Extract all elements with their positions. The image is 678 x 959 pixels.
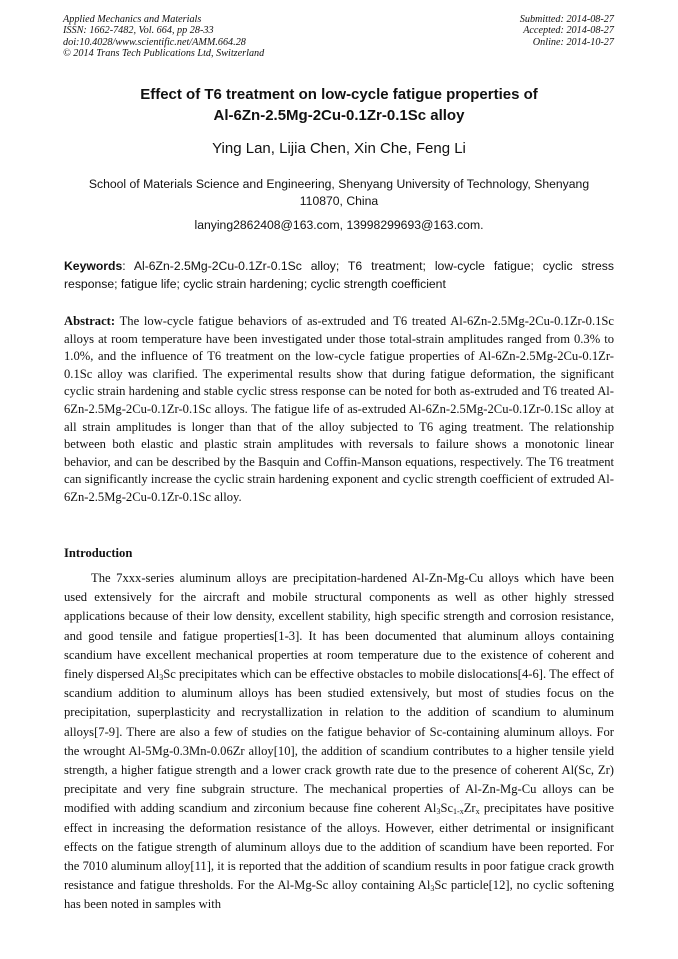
author-emails: lanying2862408@163.com, 13998299693@163.com.: [194, 218, 484, 232]
intro-subscript-2: 3: [436, 807, 441, 817]
intro-text-3: Sc: [440, 801, 454, 816]
title-line-1: Effect of T6 treatment on low-cycle fatigue properties of: [140, 86, 538, 103]
intro-text-6: Sc particle[12], no cyclic softening has been noted in samples with: [64, 878, 614, 912]
intro-subscript-4: x: [475, 807, 480, 817]
intro-text-2: Sc precipitates which can be effective obstacles to mobile dislocations[4-6]. The effect of scandium addition to aluminum alloys has been studied extensively, but most of studies focus on the precipitation, superplasticity and recrystallization in relation to the addition of scandium to aluminum alloys[7-9]. There are also a few of studies on the fatigue behavior of Sc-containing aluminum alloys. For the wrought Al-5Mg-0.3Mn-0.06Zr alloy[10], the addition of scandium contributes to a higher tensile yield strength, a higher fatigue strength and a lower crack growth rate due to the presence of coherent Al(Sc, Zr) precipitate and very fine subgrain structure. The mechanical properties of Al-Zn-Mg-Cu alloys can be modified with adding scandium and zirconium because fine coherent Al: [64, 667, 614, 816]
online-date: Online: 2014-10-27: [532, 36, 614, 48]
title-line-2: Al-6Zn-2.5Mg-2Cu-0.1Zr-0.1Sc alloy: [213, 107, 465, 124]
keywords-label: Keywords: [64, 259, 123, 273]
journal-name: Applied Mechanics and Materials: [63, 14, 202, 25]
introduction-heading: Introduction: [64, 546, 133, 560]
intro-text-1: The 7xxx-series aluminum alloys are precipitation-hardened Al-Zn-Mg-Cu alloys which have been used extensively for the aircraft and mobile structural components as well as other highly stressed applications because of their low density, excellent stability, high specific strength and corrosion resistance, and good tensile and fatigue properties[1-3]. It has been documented that aluminum alloys containing scandium have excellent mechanical properties at room temperature due to the existence of coherent and finely dispersed Al: [64, 571, 614, 682]
journal-header-left: [63, 14, 264, 60]
paper-title: [60, 84, 618, 126]
copyright-line: © 2014 Trans Tech Publications Ltd, Switzerland: [63, 48, 265, 60]
keywords-text: : Al-6Zn-2.5Mg-2Cu-0.1Zr-0.1Sc alloy; T6 treatment; low-cycle fatigue; cyclic stress response; fatigue life; cyclic strain hardening; cyclic strength coefficient: [64, 259, 614, 291]
abstract-label: Abstract:: [64, 314, 116, 328]
keywords-block: [64, 258, 614, 293]
intro-text-5: precipitates have positive effect in increasing the deformation resistance of the alloys. However, either detrimental or insignificant effects on the fatigue strength of aluminum alloys due to the addition of scandium have been reported. For the 7010 aluminum alloy[11], it is reported that the addition of scandium results in poor fatigue crack growth resistance and fatigue thresholds. For the Al-Mg-Sc alloy containing Al: [64, 801, 614, 893]
doi-line: doi:10.4028/www.scientific.net/AMM.664.28: [63, 36, 246, 48]
intro-subscript-5: 3: [430, 884, 435, 894]
abstract-block: [64, 313, 614, 507]
issn-line: ISSN: 1662-7482, Vol. 664, pp 28-33: [63, 25, 214, 37]
author-list: Ying Lan, Lijia Chen, Xin Che, Feng Li: [212, 140, 466, 157]
accepted-date: Accepted: 2014-08-27: [523, 25, 614, 37]
intro-subscript-1: 3: [159, 673, 164, 683]
introduction-paragraph: [64, 569, 614, 915]
journal-header-right: [520, 14, 614, 48]
affiliation: School of Materials Science and Engineering, Shenyang University of Technology, Shenyang 110870, China: [88, 177, 590, 208]
abstract-text: The low-cycle fatigue behaviors of as-extruded and T6 treated Al-6Zn-2.5Mg-2Cu-0.1Zr-0.1Sc alloys at room temperature have been investigated under those total-strain amplitudes ranged from 0.3% to 1.0%, and the influence of T6 treatment on the low-cycle fatigue properties of Al-6Zn-2.5Mg-2Cu-0.1Zr-0.1Sc alloy was clarified. The experimental results show that during fatigue deformation, the significant cyclic strain hardening and stable cyclic stress response can be noted for both as-extruded and T6 treated Al-6Zn-2.5Mg-2Cu-0.1Zr-0.1Sc alloys. The fatigue life of as-extruded Al-6Zn-2.5Mg-2Cu-0.1Zr-0.1Sc alloy at all strain amplitudes is longer than that of the alloy subjected to T6 aging treatment. The relationship between both elastic and plastic strain amplitudes with reversals to failure shows a monotonic linear behavior, and can be described by the Basquin and Coffin-Manson equations, respectively. The T6 treatment can significantly increase the cyclic strain hardening exponent and cyclic strength coefficient of extruded Al-6Zn-2.5Mg-2Cu-0.1Zr-0.1Sc alloy.: [64, 314, 614, 504]
intro-text-4: Zr: [463, 801, 476, 816]
submitted-date: Submitted: 2014-08-27: [519, 14, 614, 25]
intro-subscript-3: 1-x: [453, 807, 464, 817]
